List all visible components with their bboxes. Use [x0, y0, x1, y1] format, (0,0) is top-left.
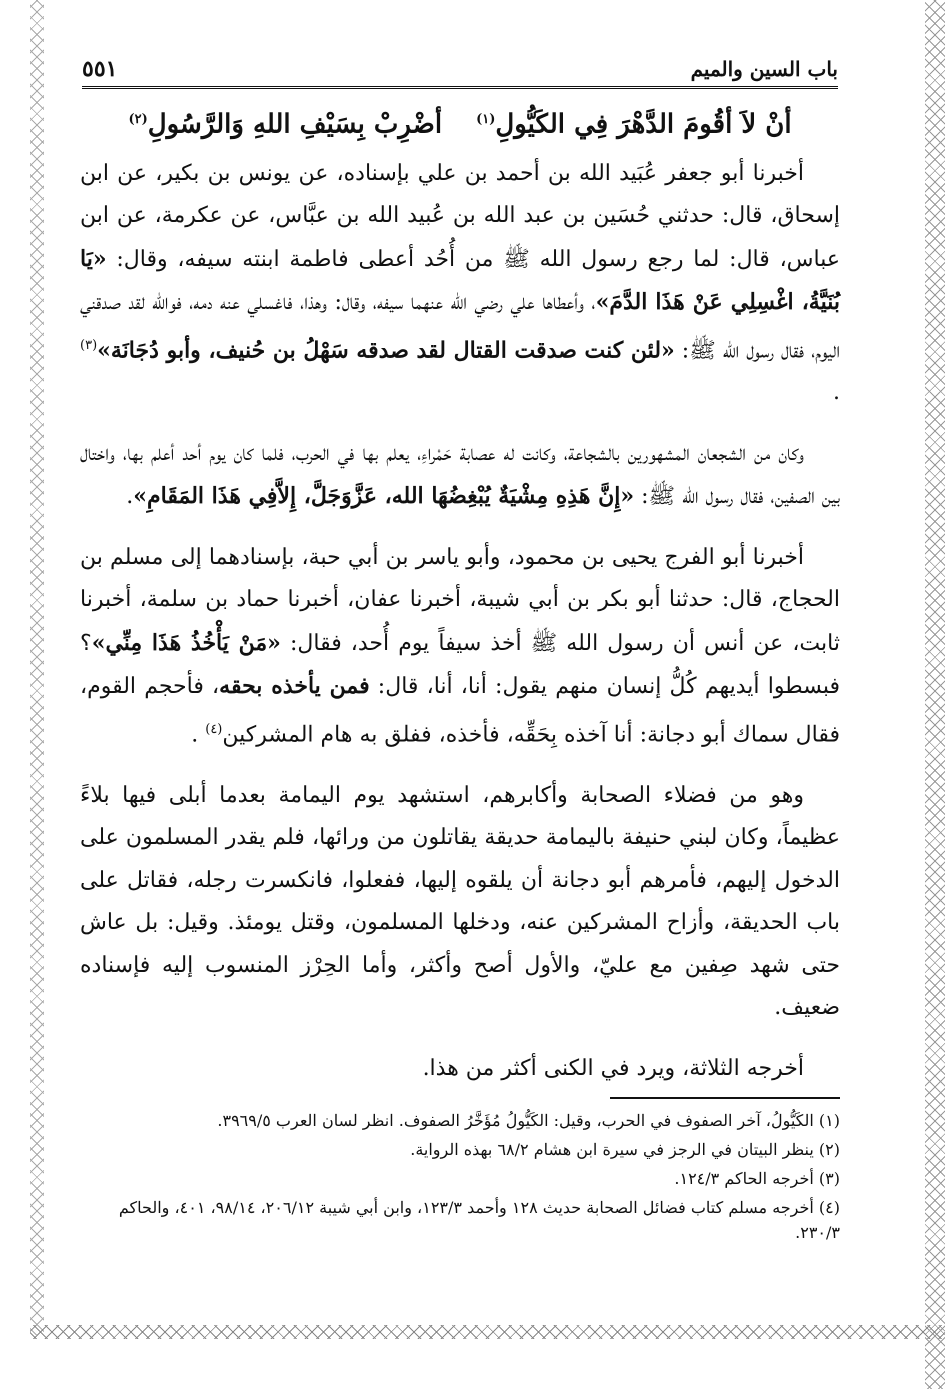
- page-number: ٥٥١: [82, 56, 118, 82]
- paragraph-4: وهو من فضلاء الصحابة وأكابرهم، استشهد يوم اليمامة بعدما أبلى فيها بلاءً عظيماً، وكان لبني حنيفة باليمامة حديقة يقاتلون من ورائها، فلم يقدر المسلمون على الدخول إليهم، فأمرهم أبو دجانة أن يلقوه إليها، ففعلوا، فانكسرت رجله، فقاتل على باب الحديقة، وأزاح المشركين عنه، ودخلها المسلمون، وقتل يومئذ. وقيل: بل عاش حتى شهد صِفين مع عليّ، والأول أصح وأكثر، وأما الحِرْز المنسوب إليه فإسناده ضعيف.: [80, 782, 840, 1021]
- footnote-ref-2: (٢): [128, 112, 148, 127]
- hadith-quote: «يَا بُنَيَّةُ، اغْسِلِي عَنْ هَذَا الدَّمَ»: [80, 245, 840, 316]
- page-body: [80, 94, 840, 1108]
- verse-hemistich-1: أنْ لاَ أقُومَ الدَّهْرَ فِي الكَيُّولِ$^{(١)}$: [476, 109, 792, 140]
- left-ornamental-border: [30, 0, 44, 1335]
- hadith-quote: فمن يأخذه بحقه: [219, 673, 370, 700]
- poetry-verse: [80, 94, 840, 151]
- paragraph-2: وكان من الشجعان المشهورين بالشجاعة، وكانت له عصابة حَمْراءِ، يعلم بها في الحرب، فلما كان يوم أحد أعلم بها، واختال بين الصفين، فقال رسول الله ﷺ: «إِنَّ هَذِهِ مِشْيَةٌ يُبْغِضُهَا الله، عَزَّوَجَلَّ، إِلاَّفِي هَذَا المَقَامِ».: [80, 440, 840, 510]
- hadith-quote: «لئن كنت صدقت القتال لقد صدقه سَهْلُ بن حُنيف، وأبو دُجَانَة»: [97, 336, 675, 363]
- footnote-ref-1: (١): [476, 112, 496, 127]
- footnote-4: (٤) أخرجه مسلم كتاب فضائل الصحابة حديث ١٢٨ وأحمد ١٢٣/٣، وابن أبي شيبة ٢٠٦/١٢، ٩٨/١٤، ٤٠١، والحاكم ٢٣٠/٣.: [118, 1198, 840, 1242]
- verse-hemistich-2: أضْرِبْ بِسَيْفِ اللهِ وَالرَّسُولِ$^{(٢)}$: [128, 109, 443, 140]
- footnote-3: (٣) أخرجه الحاكم ١٢٤/٣.: [674, 1169, 840, 1188]
- paragraph-5: أخرجه الثلاثة، ويرد في الكنى أكثر من هذا.: [422, 1055, 804, 1081]
- paragraph-1: أخبرنا أبو جعفر عُبَيد الله بن أحمد بن علي بإسناده، عن يونس بن بكير، عن ابن إسحاق، قال: حدثني حُسَين بن عبد الله بن عُبيد الله بن عبَّاس، عن عكرمة، عن ابن عباس، قال: لما رجع رسول الله ﷺ من أُحُد أعطى فاطمة ابنته سيفه، وقال: «يَا بُنَيَّةُ، اغْسِلِي عَنْ هَذَا الدَّمَ»، وأعطاها علي رضي الله عنهما سيفه، وقال: وهذا، فاغسلي عنه دمه، فوالله لقد صدقني اليوم، فقال رسول الله ﷺ: «لئن كنت صدقت القتال لقد صدقه سَهْلُ بن حُنيف، وأبو دُجَانَة»$^{(٣)}$ .: [80, 160, 840, 406]
- page-header: [82, 52, 838, 89]
- hadith-quote: «مَنْ يَأْخُذُ هَذَا مِنِّي»: [91, 629, 281, 656]
- hadith-quote: «إِنَّ هَذِهِ مِشْيَةٌ يُبْغِضُهَا الله، عَزَّوَجَلَّ، إِلاَّفِي هَذَا المَقَامِ»: [133, 483, 635, 510]
- footnote-2: (٢) ينظر البيتان في الرجز في سيرة ابن هشام ٦٨/٢ بهذه الرواية.: [410, 1140, 840, 1159]
- paragraph-3: أخبرنا أبو الفرج يحيى بن محمود، وأبو ياسر بن أبي حبة، بإسنادهما إلى مسلم بن الحجاج، قال: حدثنا أبو بكر بن أبي شيبة، أخبرنا عفان، أخبرنا حماد بن سلمة، أخبرنا ثابت، عن أنس أن رسول الله ﷺ أخذ سيفاً يوم أُحد، فقال: «مَنْ يَأْخُذُ هَذَا مِنِّي»؟ فبسطوا أيديهم كُلُّ إنسان منهم يقول: أنا، أنا، قال: فمن يأخذه بحقه، فأحجم القوم، فقال سماك أبو دجانة: أنا آخذه بِحَقِّه، فأخذه، ففلق به هام المشركين$^{(٤)}$ .: [80, 544, 841, 748]
- footnote-ref-3: (٣): [80, 337, 98, 353]
- right-ornamental-border: [925, 0, 945, 1389]
- bottom-ornamental-border: [30, 1325, 945, 1339]
- footnote-1: (١) الكَيُّولُ، آخر الصفوف في الحرب، وقيل: الكَيُّولُ مُؤَخَّرُ الصفوف. انظر لسان العرب ٣٩٦٩/٥.: [217, 1111, 840, 1130]
- running-title: باب السين والميم: [690, 57, 838, 81]
- footnote-divider: [610, 1097, 840, 1099]
- footnote-ref-4: (٤): [205, 721, 223, 737]
- footnotes: [80, 1108, 840, 1249]
